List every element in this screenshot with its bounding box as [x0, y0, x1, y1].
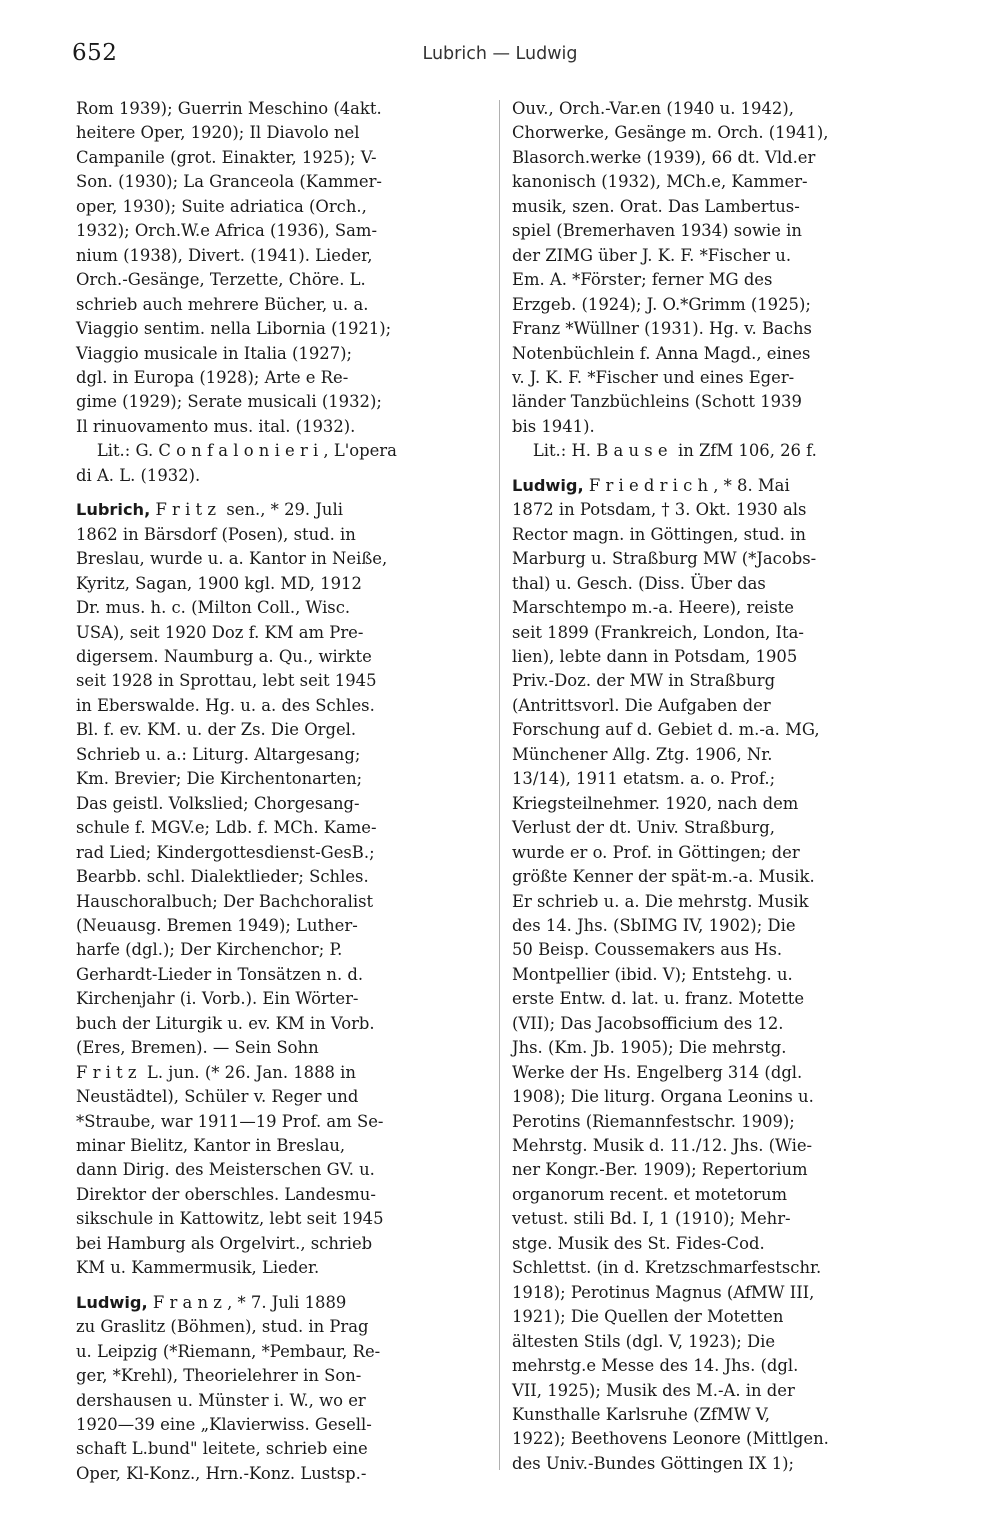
- text-line: oper, 1930); Suite adriatica (Orch.,: [76, 196, 367, 216]
- text-line: harfe (dgl.); Der Kirchenchor; P.: [76, 940, 343, 960]
- text-line: schaft L.bund" leitete, schrieb eine: [76, 1439, 368, 1459]
- text-line: KM u. Kammermusik, Lieder.: [76, 1258, 320, 1278]
- entry-headline-text: F r i e d r i c h , * 8. Mai: [583, 475, 790, 495]
- text-line: Das geistl. Volkslied; Chorgesang-: [76, 793, 360, 813]
- text-line: di A. L. (1932).: [76, 465, 201, 485]
- entry-spacer: [512, 464, 942, 474]
- text-line: Blasorch.werke (1939), 66 dt. Vld.er: [512, 147, 816, 167]
- text-line: in Eberswalde. Hg. u. a. des Schles.: [76, 695, 375, 715]
- text-line: Son. (1930); La Granceola (Kammer-: [76, 172, 382, 192]
- text-line: länder Tanzbüchleins (Schott 1939: [512, 392, 802, 412]
- text-line: Bl. f. ev. KM. u. der Zs. Die Orgel.: [76, 720, 357, 740]
- text-line: wurde er o. Prof. in Göttingen; der: [512, 842, 800, 862]
- text-line: Viaggio musicale in Italia (1927);: [76, 343, 353, 363]
- text-line: dershausen u. Münster i. W., wo er: [76, 1390, 366, 1410]
- text-line: (Neuausg. Bremen 1949); Luther-: [76, 915, 358, 935]
- text-line: Franz *Wüllner (1931). Hg. v. Bachs: [512, 319, 812, 339]
- text-line: Neustädtel), Schüler v. Reger und: [76, 1087, 359, 1107]
- text-line: des Univ.-Bundes Göttingen IX 1);: [512, 1453, 795, 1473]
- text-line: Werke der Hs. Engelberg 314 (dgl.: [512, 1062, 803, 1082]
- text-line: v. J. K. F. *Fischer und eines Eger-: [512, 367, 795, 387]
- text-line: Chorwerke, Gesänge m. Orch. (1941),: [512, 123, 829, 143]
- text-line: größte Kenner der spät-m.-a. Musik.: [512, 867, 815, 887]
- entry-headline: [512, 474, 942, 498]
- entry-headline-text: F r a n z , * 7. Juli 1889: [147, 1292, 347, 1312]
- text-line: 13/14), 1911 etatsm. a. o. Prof.;: [512, 769, 776, 789]
- column-divider: [499, 100, 500, 1470]
- text-line: Schrieb u. a.: Liturg. Altargesang;: [76, 744, 361, 764]
- text-line: 1932); Orch.W.e Africa (1936), Sam-: [76, 221, 378, 241]
- text-line: Priv.-Doz. der MW in Straßburg: [512, 671, 776, 691]
- text-line: seit 1928 in Sprottau, lebt seit 1945: [76, 671, 377, 691]
- text-line: stge. Musik des St. Fides-Cod.: [512, 1233, 765, 1253]
- text-line: 1921); Die Quellen der Motetten: [512, 1307, 784, 1327]
- entry-headline: [76, 498, 488, 522]
- entry-headword: Lubrich,: [76, 500, 151, 520]
- text-line: 1908); Die liturg. Organa Leonins u.: [512, 1087, 814, 1107]
- text-line: 50 Beisp. Coussemakers aus Hs.: [512, 940, 783, 960]
- text-line: Bearbb. schl. Dialektlieder; Schles.: [76, 867, 369, 887]
- right-column: [512, 97, 942, 1476]
- text-line: seit 1899 (Frankreich, London, Ita-: [512, 622, 804, 642]
- text-line: sikschule in Kattowitz, lebt seit 1945: [76, 1209, 384, 1229]
- text-line: kanonisch (1932), MCh.e, Kammer-: [512, 172, 808, 192]
- text-line: Er schrieb u. a. Die mehrstg. Musik: [512, 891, 809, 911]
- text-line: Notenbüchlein f. Anna Magd., eines: [512, 343, 811, 363]
- text-line: Gerhardt-Lieder in Tonsätzen n. d.: [76, 964, 364, 984]
- text-line: Em. A. *Förster; ferner MG des: [512, 270, 773, 290]
- text-line: Schlettst. (in d. Kretzschmarfestschr.: [512, 1258, 822, 1278]
- text-line: (VII); Das Jacobsofficium des 12.: [512, 1013, 784, 1033]
- text-line: bis 1941).: [512, 416, 595, 436]
- text-line: 1872 in Potsdam, † 3. Okt. 1930 als: [512, 500, 807, 520]
- text-line: Montpellier (ibid. V); Entstehg. u.: [512, 964, 793, 984]
- text-line: zu Graslitz (Böhmen), stud. in Prag: [76, 1317, 369, 1337]
- entry-headline-text: F r i t z sen., * 29. Juli: [150, 500, 343, 520]
- text-line: Breslau, wurde u. a. Kantor in Neiße,: [76, 549, 388, 569]
- text-line: Ouv., Orch.-Var.en (1940 u. 1942),: [512, 99, 794, 118]
- text-line: nium (1938), Divert. (1941). Lieder,: [76, 245, 373, 265]
- text-line: Lit.: G. C o n f a l o n i e r i , L'opera: [76, 441, 397, 461]
- entry-headword: Ludwig,: [76, 1292, 148, 1312]
- text-line: dann Dirig. des Meisterschen GV. u.: [76, 1160, 375, 1180]
- text-line: ner Kongr.-Ber. 1909); Repertorium: [512, 1160, 808, 1180]
- text-line: VII, 1925); Musik des M.-A. in der: [512, 1380, 795, 1400]
- text-line: Jhs. (Km. Jb. 1905); Die mehrstg.: [512, 1038, 787, 1058]
- text-line: rad Lied; Kindergottesdienst-GesB.;: [76, 842, 375, 862]
- text-line: Marschtempo m.-a. Heere), reiste: [512, 598, 794, 618]
- text-line: Kyritz, Sagan, 1900 kgl. MD, 1912: [76, 573, 362, 593]
- entry-headline: [76, 1291, 488, 1315]
- text-line: musik, szen. Orat. Das Lambertus-: [512, 196, 800, 216]
- entry-headword: Ludwig,: [512, 475, 584, 495]
- text-line: 1918); Perotinus Magnus (AfMW III,: [512, 1282, 815, 1302]
- text-line: ältesten Stils (dgl. V, 1923); Die: [512, 1331, 776, 1351]
- text-line: Kriegsteilnehmer. 1920, nach dem: [512, 793, 799, 813]
- text-line: USA), seit 1920 Doz f. KM am Pre-: [76, 622, 364, 642]
- text-line: Hauschoralbuch; Der Bachchoralist: [76, 891, 374, 911]
- text-line: gime (1929); Serate musicali (1932);: [76, 392, 382, 412]
- text-line: organorum recent. et motetorum: [512, 1184, 788, 1204]
- text-line: Mehrstg. Musik d. 11./12. Jhs. (Wie-: [512, 1136, 813, 1156]
- text-line: Orch.-Gesänge, Terzette, Chöre. L.: [76, 270, 366, 290]
- page-header: [72, 40, 928, 74]
- left-column: [76, 97, 488, 1486]
- text-line: (Antrittsvorl. Die Aufgaben der: [512, 695, 771, 715]
- text-line: *Straube, war 1911—19 Prof. am Se-: [76, 1111, 384, 1131]
- text-line: Campanile (grot. Einakter, 1925); V-: [76, 147, 377, 167]
- entry-spacer: [76, 1281, 488, 1291]
- text-line: thal) u. Gesch. (Diss. Über das: [512, 573, 766, 593]
- text-line: 1920—39 eine „Klavierwiss. Gesell-: [76, 1415, 372, 1435]
- text-line: Rector magn. in Göttingen, stud. in: [512, 524, 806, 544]
- page-number: 652: [72, 40, 118, 66]
- text-line: Rom 1939); Guerrin Meschino (4akt.: [76, 99, 382, 118]
- text-line: 1862 in Bärsdorf (Posen), stud. in: [76, 524, 356, 544]
- text-line: heitere Oper, 1920); Il Diavolo nel: [76, 123, 360, 143]
- text-line: 1922); Beethovens Leonore (Mittlgen.: [512, 1429, 829, 1449]
- text-line: Viaggio sentim. nella Libornia (1921);: [76, 319, 392, 339]
- text-line: Erzgeb. (1924); J. O.*Grimm (1925);: [512, 294, 811, 314]
- text-line: Marburg u. Straßburg MW (*Jacobs-: [512, 549, 817, 569]
- text-line: dgl. in Europa (1928); Arte e Re-: [76, 367, 349, 387]
- entry-spacer: [76, 488, 488, 498]
- text-line: schule f. MGV.e; Ldb. f. MCh. Kame-: [76, 818, 377, 838]
- text-line: Lit.: H. B a u s e in ZfM 106, 26 f.: [512, 441, 817, 461]
- text-line: des 14. Jhs. (SbIMG IV, 1902); Die: [512, 915, 796, 935]
- text-line: ger, *Krehl), Theorielehrer in Son-: [76, 1366, 362, 1386]
- text-line: Münchener Allg. Ztg. 1906, Nr.: [512, 744, 773, 764]
- text-line: erste Entw. d. lat. u. franz. Motette: [512, 989, 805, 1009]
- text-line: Kirchenjahr (i. Vorb.). Ein Wörter-: [76, 989, 359, 1009]
- text-line: Il rinuovamento mus. ital. (1932).: [76, 416, 356, 436]
- text-line: (Eres, Bremen). — Sein Sohn: [76, 1038, 319, 1058]
- text-line: Verlust der dt. Univ. Straßburg,: [512, 818, 775, 838]
- text-line: Dr. mus. h. c. (Milton Coll., Wisc.: [76, 598, 351, 618]
- text-line: spiel (Bremerhaven 1934) sowie in: [512, 221, 802, 241]
- text-line: Direktor der oberschles. Landesmu-: [76, 1184, 376, 1204]
- text-line: schrieb auch mehrere Bücher, u. a.: [76, 294, 369, 314]
- text-line: digersem. Naumburg a. Qu., wirkte: [76, 646, 372, 666]
- text-line: F r i t z L. jun. (* 26. Jan. 1888 in: [76, 1062, 356, 1082]
- text-line: Km. Brevier; Die Kirchentonarten;: [76, 769, 363, 789]
- text-line: mehrstg.e Messe des 14. Jhs. (dgl.: [512, 1356, 799, 1376]
- text-line: Forschung auf d. Gebiet d. m.-a. MG,: [512, 720, 820, 740]
- text-line: lien), lebte dann in Potsdam, 1905: [512, 646, 798, 666]
- text-line: vetust. stili Bd. I, 1 (1910); Mehr-: [512, 1209, 791, 1229]
- text-line: Oper, Kl-Konz., Hrn.-Konz. Lustsp.-: [76, 1463, 367, 1483]
- text-line: Kunsthalle Karlsruhe (ZfMW V,: [512, 1405, 770, 1425]
- text-line: Perotins (Riemannfestschr. 1909);: [512, 1111, 795, 1131]
- text-line: buch der Liturgik u. ev. KM in Vorb.: [76, 1013, 375, 1033]
- text-line: der ZIMG über J. K. F. *Fischer u.: [512, 245, 792, 265]
- running-head: Lubrich — Ludwig: [422, 44, 578, 64]
- text-line: bei Hamburg als Orgelvirt., schrieb: [76, 1233, 373, 1253]
- text-line: u. Leipzig (*Riemann, *Pembaur, Re-: [76, 1341, 381, 1361]
- text-line: minar Bielitz, Kantor in Breslau,: [76, 1136, 346, 1156]
